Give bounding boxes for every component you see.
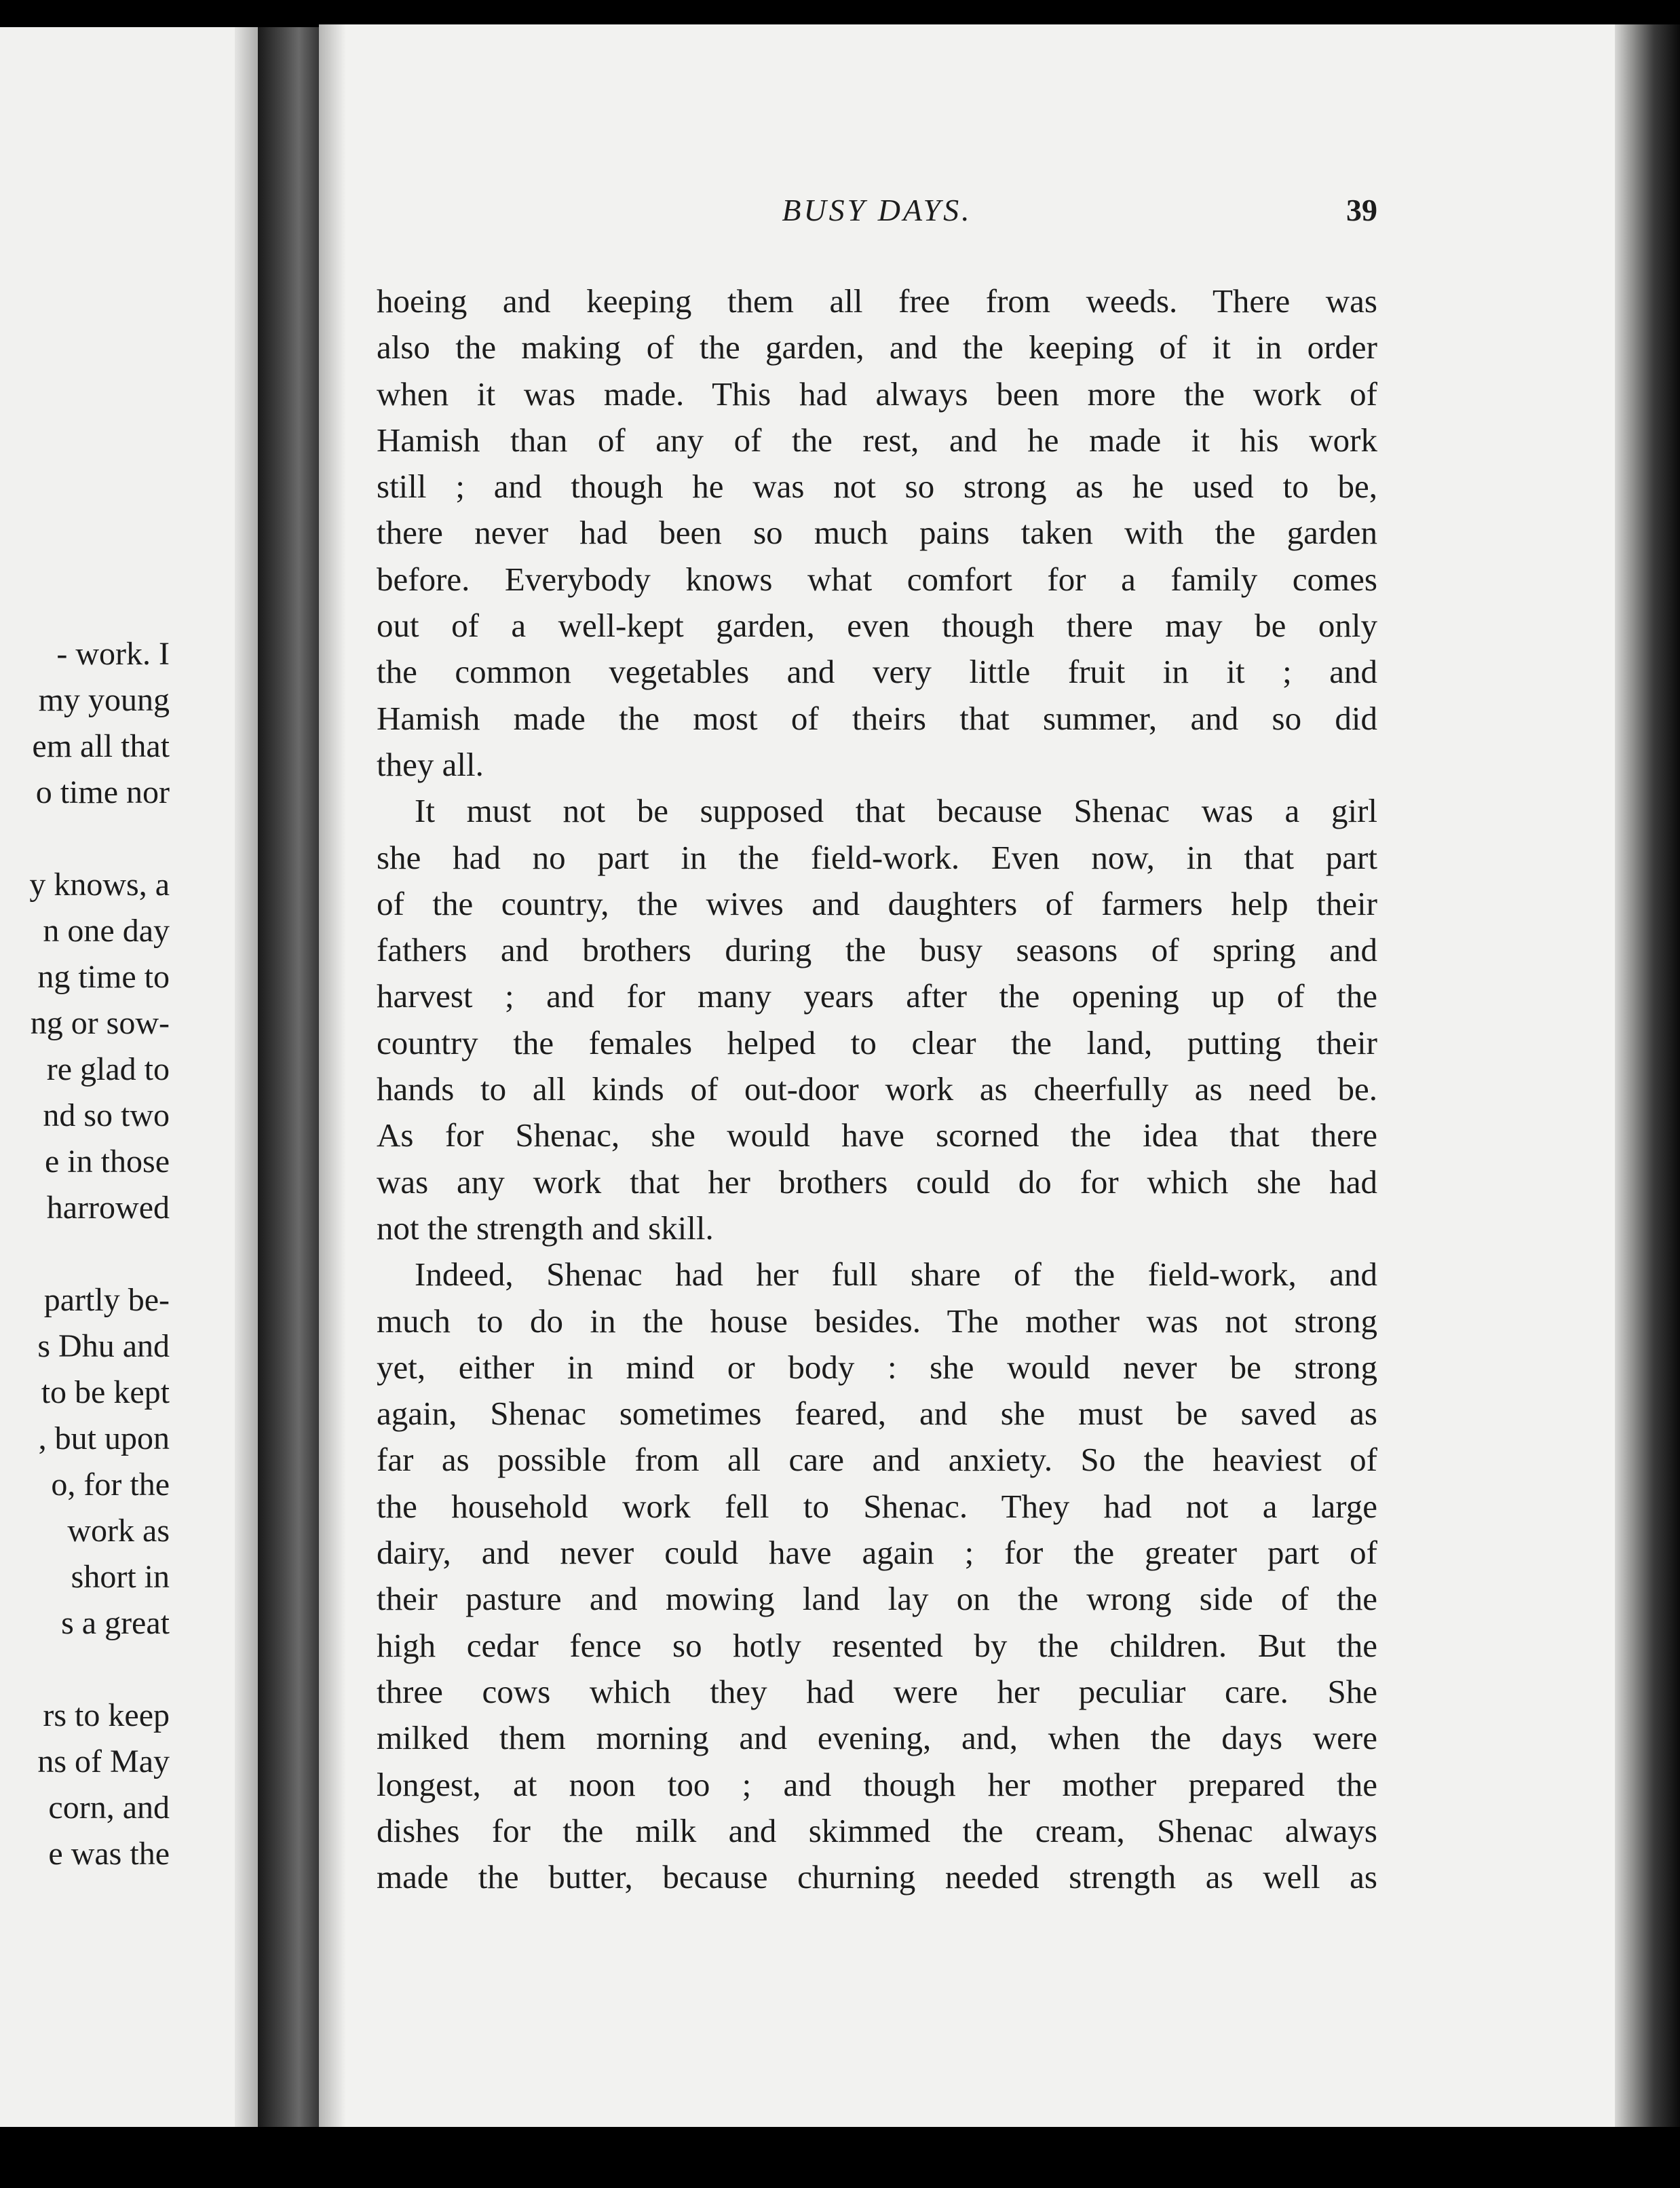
text-line: high cedar fence so hotly resented by the children. But the (377, 1626, 1377, 1664)
left-page-line: ng or sow- (30, 1005, 170, 1041)
text-line: dishes for the milk and skimmed the cream, Shenac always (377, 1811, 1377, 1849)
text-line: three cows which they had were her peculiar care. She (377, 1672, 1377, 1710)
page-edge (1615, 24, 1680, 2127)
text-line: Hamish made the most of theirs that summer, and so did (377, 699, 1377, 737)
left-page-line: partly be- (43, 1282, 170, 1318)
text-line: the common vegetables and very little fruit in it ; and (377, 653, 1377, 691)
text-line: still ; and though he was not so strong as he used to be, (377, 468, 1377, 506)
left-page-line: to be kept (41, 1374, 170, 1410)
text-line: made the butter, because churning needed strength as well as (377, 1858, 1377, 1896)
left-page-line: rs to keep (43, 1697, 170, 1733)
left-page-line: n one day (43, 913, 170, 949)
text-line: As for Shenac, she would have scorned the idea that there (377, 1116, 1377, 1154)
left-page-line: re glad to (46, 1051, 170, 1087)
page-header (377, 192, 1377, 240)
text-line: hands to all kinds of out-door work as cheerfully as need be. (377, 1070, 1377, 1108)
left-page-line: s a great (61, 1605, 170, 1641)
text-line: Hamish than of any of the rest, and he made it his work (377, 421, 1377, 459)
text-line: much to do in the house besides. The mother was not strong (377, 1302, 1377, 1340)
text-line: longest, at noon too ; and though her mother prepared the (377, 1765, 1377, 1803)
text-line: fathers and brothers during the busy seasons of spring and (377, 931, 1377, 969)
left-page-line: work as (67, 1513, 170, 1549)
text-line: milked them morning and evening, and, when the days were (377, 1719, 1377, 1757)
text-line: the household work fell to Shenac. They had not a large (377, 1487, 1377, 1525)
left-page-line: ng time to (37, 959, 170, 995)
body-text (377, 278, 1377, 1900)
left-page-line: em all that (32, 728, 170, 764)
text-line: they all. (377, 745, 484, 783)
left-page-line: - work. I (56, 636, 170, 672)
page-number: 39 (1346, 193, 1377, 227)
text-line: hoeing and keeping them all free from weeds. There was (377, 282, 1377, 320)
left-page-line: y knows, a (29, 867, 170, 903)
text-line: of the country, the wives and daughters of farmers help their (377, 884, 1377, 922)
text-line: yet, either in mind or body : she would never be strong (377, 1348, 1377, 1386)
left-page-line: e was the (48, 1836, 170, 1872)
text-line: when it was made. This had always been more the work of (377, 375, 1377, 413)
text-line: again, Shenac sometimes feared, and she must be saved as (377, 1395, 1377, 1433)
right-page-shadow (319, 24, 346, 2127)
left-page (0, 27, 265, 2127)
scan-top-border (0, 0, 1680, 27)
text-line: was any work that her brothers could do for which she had (377, 1163, 1377, 1201)
text-line: country the females helped to clear the land, putting their (377, 1023, 1377, 1061)
left-page-line: corn, and (48, 1790, 170, 1826)
text-line: far as possible from all care and anxiety. So the heaviest of (377, 1441, 1377, 1479)
left-page-line: e in those (45, 1144, 170, 1180)
text-line: she had no part in the field-work. Even now, in that part (377, 838, 1377, 876)
text-line: dairy, and never could have again ; for the greater part of (377, 1534, 1377, 1572)
running-head: BUSY DAYS. (782, 193, 972, 227)
text-line: It must not be supposed that because Shenac was a girl (415, 792, 1377, 830)
left-page-line: o time nor (35, 774, 170, 810)
text-line: Indeed, Shenac had her full share of the field-work, and (415, 1256, 1377, 1294)
left-page-line: short in (71, 1559, 170, 1595)
text-line: out of a well-kept garden, even though there may be only (377, 607, 1377, 645)
text-line: harvest ; and for many years after the opening up of the (377, 977, 1377, 1015)
text-line: their pasture and mowing land lay on the wrong side of the (377, 1580, 1377, 1618)
left-page-line: o, for the (51, 1467, 170, 1503)
scan-bottom-border (0, 2127, 1680, 2188)
text-line: not the strength and skill. (377, 1209, 714, 1247)
left-page-line: s Dhu and (37, 1328, 170, 1364)
left-page-line: harrowed (46, 1190, 170, 1226)
text-line: before. Everybody knows what comfort for a family comes (377, 560, 1377, 598)
text-line: also the making of the garden, and the keeping of it in order (377, 328, 1377, 366)
left-page-line: nd so two (43, 1097, 170, 1133)
left-page-line: , but upon (38, 1420, 170, 1456)
text-line: there never had been so much pains taken with the garden (377, 514, 1377, 552)
left-page-line: ns of May (37, 1743, 170, 1779)
left-page-line: my young (38, 682, 170, 718)
